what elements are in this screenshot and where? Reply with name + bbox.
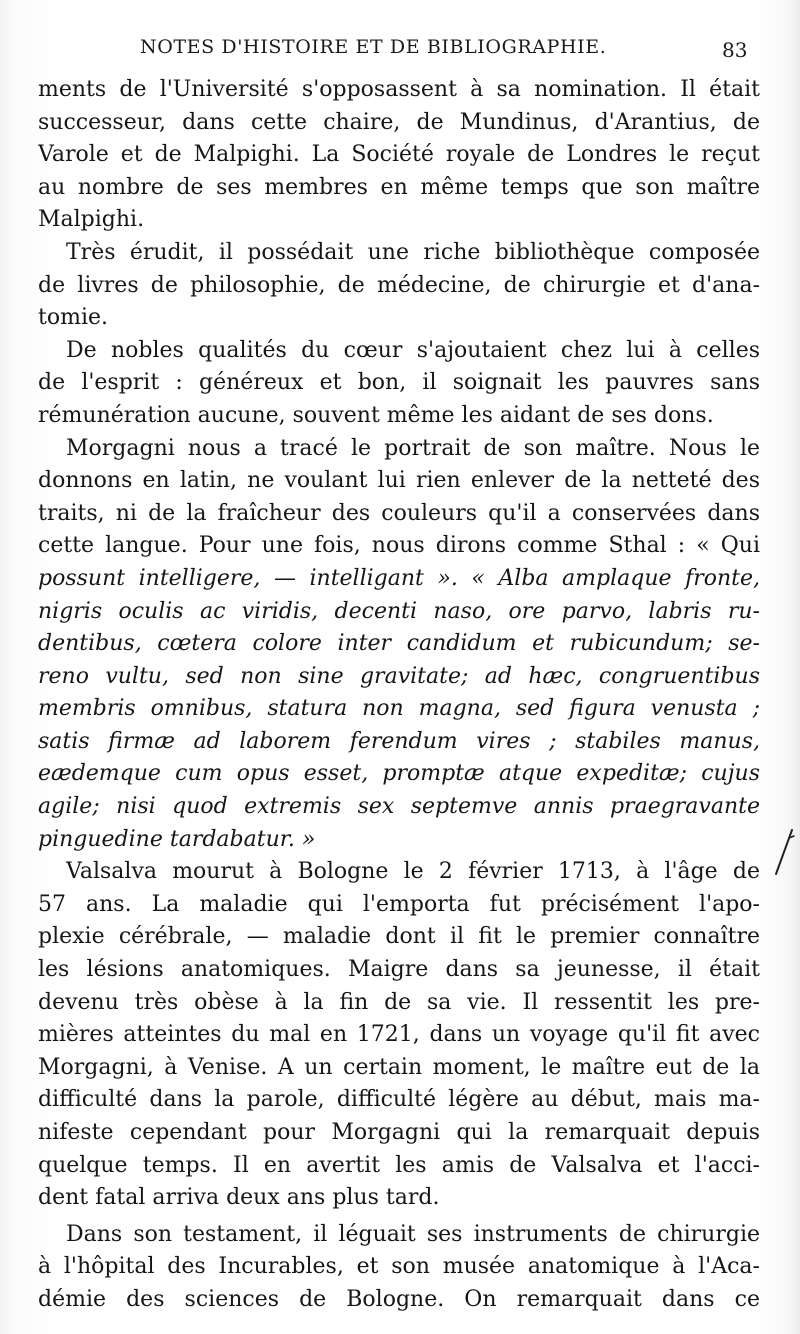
text-line: tomie. (38, 305, 108, 331)
text-line: quelque temps. Il en avertit les amis de Valsalva et l'acci- (38, 1152, 760, 1178)
text-line: difficulté dans la parole, difficulté légère au début, mais ma- (38, 1087, 760, 1113)
latin-quote-line: membris omnibus, statura non magna, sed figura venusta ; (38, 696, 760, 722)
text-line: au nombre de ses membres en même temps que son maître (38, 174, 760, 200)
text-line: devenu très obèse à la fin de sa vie. Il ressentit les pre- (38, 989, 760, 1015)
latin-quote-line: possunt intelligere, — intelligant ». « Alba amplaque fronte, (38, 565, 760, 591)
text-line: cette langue. Pour une fois, nous dirons comme Sthal : « Qui (38, 533, 760, 559)
text-line: traits, ni de la fraîcheur des couleurs qu'il a conservées dans (38, 500, 760, 526)
text-line: de l'esprit : généreux et bon, il soignait les pauvres sans (38, 370, 760, 396)
text-line: Très érudit, il possédait une riche bibliothèque composée (66, 239, 760, 265)
text-line: Dans son testament, il léguait ses instruments de chirurgie (66, 1221, 760, 1247)
text-line: mières atteintes du mal en 1721, dans un voyage qu'il fit avec (38, 1022, 760, 1048)
text-line: démie des sciences de Bologne. On remarquait dans ce (38, 1286, 760, 1312)
text-line: les lésions anatomiques. Maigre dans sa jeunesse, il était (38, 957, 760, 983)
text-line: De nobles qualités du cœur s'ajoutaient chez lui à celles (66, 337, 760, 363)
latin-quote-line: pinguedine tardabatur. » (38, 826, 316, 852)
text-line: Morgagni, à Venise. A un certain moment, le maître eut de la (38, 1054, 760, 1080)
text-line: rémunération aucune, souvent même les aidant de ses dons. (38, 402, 714, 428)
text-line: nifeste cependant pour Morgagni qui la remarquait depuis (38, 1120, 760, 1145)
latin-quote-line: nigris oculis ac viridis, decenti naso, ore parvo, labris ru- (38, 598, 760, 624)
text-line: plexie cérébrale, — maladie dont il fit le premier connaître (38, 924, 760, 950)
text-line: successeur, dans cette chaire, de Mundinus, d'Arantius, de (38, 109, 760, 135)
handwritten-margin-mark (772, 828, 796, 878)
text-line: ments de l'Université s'opposassent à sa nomination. Il était (38, 77, 760, 102)
latin-quote-line: reno vultu, sed non sine gravitate; ad hæc, congruentibus (38, 663, 760, 689)
text-line: Valsalva mourut à Bologne le 2 février 1713, à l'âge de (66, 859, 760, 885)
latin-quote-line: satis firmæ ad laborem ferendum vires ; stabiles manus, (38, 728, 760, 754)
latin-quote-line: dentibus, cœtera colore inter candidum et rubicundum; se- (38, 631, 760, 657)
text-line: 57 ans. La maladie qui l'emporta fut précisément l'apo- (38, 891, 760, 917)
latin-quote-line: eædemque cum opus esset, promptæ atque expeditæ; cujus (38, 761, 760, 787)
body-text (38, 74, 760, 1317)
page-number: 83 (722, 38, 748, 62)
text-line: Varole et de Malpighi. La Société royale de Londres le reçut (38, 142, 760, 168)
text-line: Malpighi. (38, 207, 145, 233)
text-line: à l'hôpital des Incurables, et son musée anatomique à l'Aca- (38, 1254, 760, 1280)
text-line: dent fatal arriva deux ans plus tard. (38, 1185, 440, 1211)
running-head: NOTES D'HISTOIRE ET DE BIBLIOGRAPHIE. (140, 36, 607, 58)
latin-quote-line: agile; nisi quod extremis sex septemve annis praegravante (38, 794, 760, 820)
text-line: Morgagni nous a tracé le portrait de son maître. Nous le (66, 435, 760, 461)
text-line: donnons en latin, ne voulant lui rien enlever de la netteté des (38, 468, 760, 494)
text-line: de livres de philosophie, de médecine, de chirurgie et d'ana- (38, 272, 760, 298)
